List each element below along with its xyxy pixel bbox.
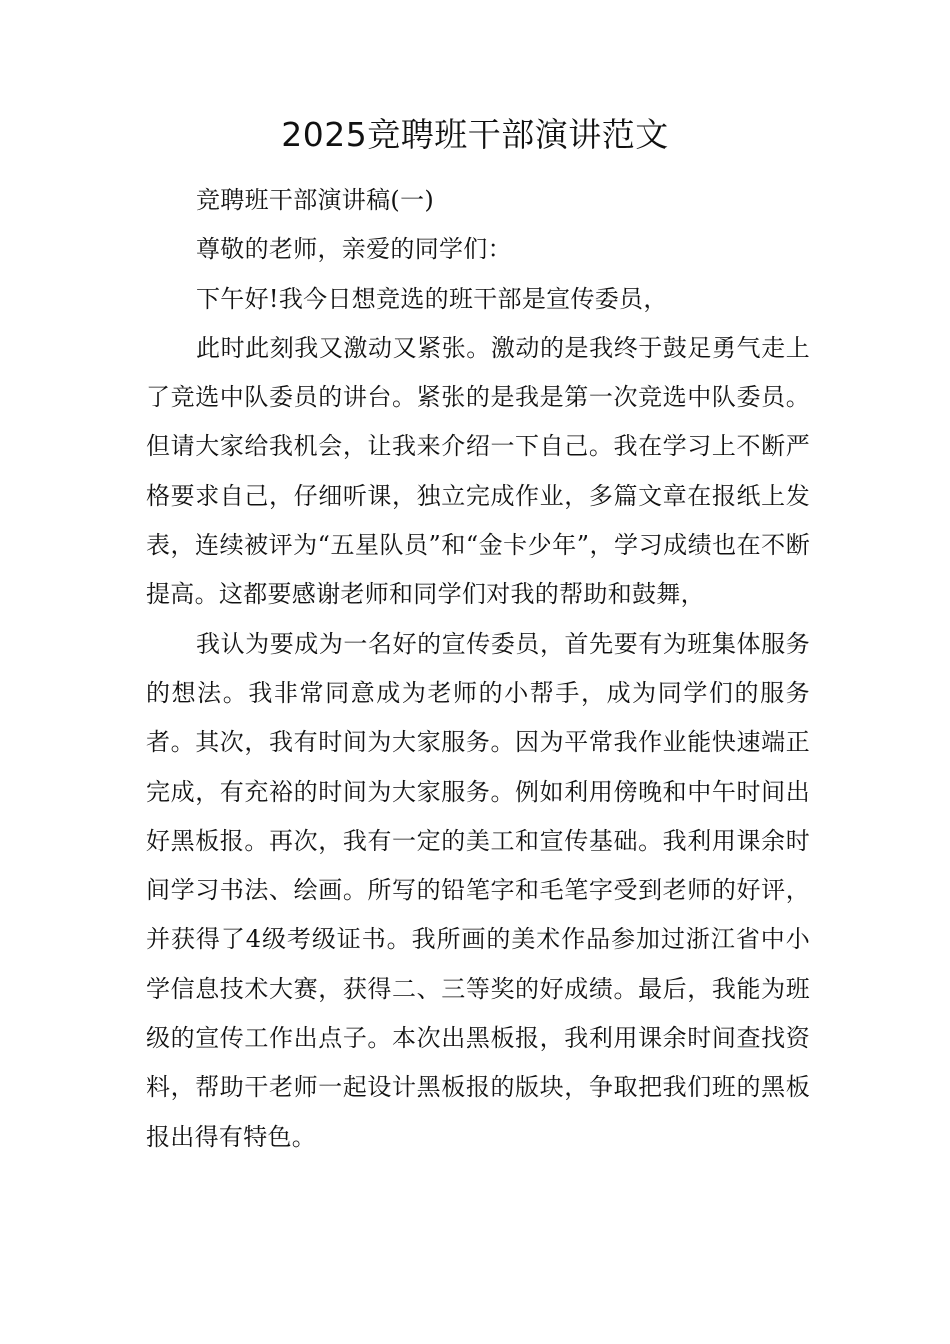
document-title: 2025竞聘班干部演讲范文 bbox=[281, 115, 669, 154]
paragraph-introduction: 此时此刻我又激动又紧张。激动的是我终于鼓足勇气走上了竞选中队委员的讲台。紧张的是我是第一次竞选中队委员。但请大家给我机会，让我来介绍一下自己。我在学习上不断严格要求自己，仔细听课，独立完成作业，多篇文章在报纸上发表，连续被评为“五星队员”和“金卡少年”，学习成绩也在不断提高。这都要感谢老师和同学们对我的帮助和鼓舞， bbox=[146, 333, 810, 609]
paragraph-qualifications: 我认为要成为一名好的宣传委员，首先要有为班集体服务的想法。我非常同意成为老师的小帮手，成为同学们的服务者。其次，我有时间为大家服务。因为平常我作业能快速端正完成，有充裕的时间为大家服务。例如利用傍晚和中午时间出好黑板报。再次，我有一定的美工和宣传基础。我利用课余时间学习书法、绘画。所写的铅笔字和毛笔字受到老师的好评，并获得了4级考级证书。我所画的美术作品参加过浙江省中小学信息技术大赛，获得二、三等奖的好成绩。最后，我能为班级的宣传工作出点子。本次出黑板报，我利用课余时间查找资料，帮助干老师一起设计黑板报的版块，争取把我们班的黑板报出得有特色。 bbox=[146, 629, 810, 1151]
paragraph-salutation: 尊敬的老师，亲爱的同学们： bbox=[196, 235, 512, 264]
document-body bbox=[146, 176, 810, 1162]
paragraph-subtitle: 竞聘班干部演讲稿(一) bbox=[196, 186, 435, 214]
paragraph-greeting: 下午好!我今日想竞选的班干部是宣传委员， bbox=[196, 284, 668, 313]
